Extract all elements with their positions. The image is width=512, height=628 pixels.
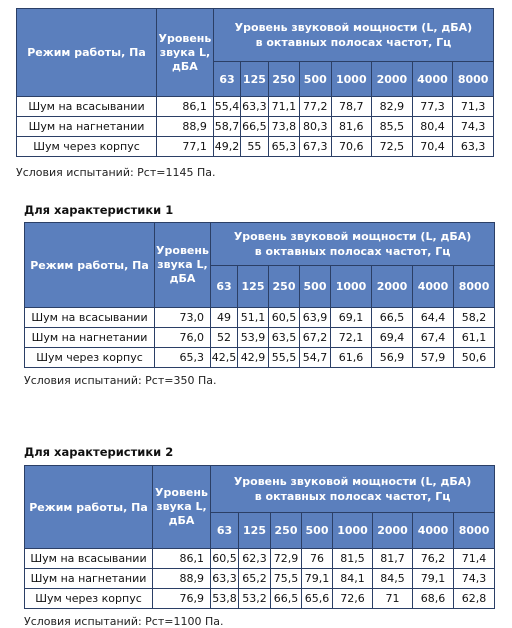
band-value: 84,5 bbox=[373, 569, 413, 589]
band-value: 79,1 bbox=[413, 569, 454, 589]
noise-table-1 bbox=[16, 8, 494, 157]
band-value: 84,1 bbox=[333, 569, 373, 589]
test-conditions-2: Условия испытаний: Рст=350 Па. bbox=[24, 374, 217, 387]
band-value: 72,6 bbox=[333, 589, 373, 609]
header-mode: Режим работы, Па bbox=[25, 466, 153, 549]
freq-1000: 1000 bbox=[331, 266, 372, 308]
band-value: 51,1 bbox=[238, 308, 269, 328]
band-value: 68,6 bbox=[413, 589, 454, 609]
band-value: 50,6 bbox=[454, 348, 495, 368]
band-value: 61,1 bbox=[454, 328, 495, 348]
band-value: 63,3 bbox=[453, 137, 494, 157]
band-value: 79,1 bbox=[302, 569, 333, 589]
band-value: 58,7 bbox=[213, 117, 240, 137]
band-value: 81,6 bbox=[331, 117, 372, 137]
freq-500: 500 bbox=[300, 266, 331, 308]
section-heading-2: Для характеристики 2 bbox=[24, 445, 174, 459]
header-level-line1: Уровень bbox=[155, 486, 208, 499]
band-value: 60,5 bbox=[269, 308, 300, 328]
row-mode: Шум на всасывании bbox=[17, 97, 157, 117]
band-value: 52 bbox=[211, 328, 238, 348]
band-value: 63,3 bbox=[241, 97, 268, 117]
band-value: 67,3 bbox=[300, 137, 331, 157]
band-value: 42,5 bbox=[211, 348, 238, 368]
freq-250: 250 bbox=[271, 513, 302, 549]
header-octave-bands bbox=[211, 466, 495, 513]
band-value: 72,5 bbox=[372, 137, 413, 157]
header-band-line1: Уровень звуковой мощности (L, дБА) bbox=[233, 475, 472, 488]
row-level: 73,0 bbox=[155, 308, 211, 328]
header-level-line2: звука L, bbox=[159, 45, 211, 59]
band-value: 65,3 bbox=[268, 137, 299, 157]
band-value: 78,7 bbox=[331, 97, 372, 117]
header-octave-bands bbox=[211, 223, 495, 266]
table-row bbox=[17, 97, 494, 117]
header-level-line3: дБА bbox=[168, 514, 195, 527]
band-value: 61,6 bbox=[331, 348, 372, 368]
band-value: 72,9 bbox=[271, 549, 302, 569]
freq-63: 63 bbox=[211, 266, 238, 308]
freq-4000: 4000 bbox=[412, 62, 453, 97]
row-level: 88,9 bbox=[153, 569, 211, 589]
band-value: 82,9 bbox=[372, 97, 413, 117]
header-band-line2: в октавных полосах частот, Гц bbox=[255, 36, 452, 49]
band-value: 64,4 bbox=[413, 308, 454, 328]
band-value: 69,1 bbox=[331, 308, 372, 328]
band-value: 80,4 bbox=[412, 117, 453, 137]
band-value: 74,3 bbox=[454, 569, 495, 589]
header-band-line2: в октавных полосах частот, Гц bbox=[254, 490, 451, 503]
band-value: 72,1 bbox=[331, 328, 372, 348]
band-value: 73,8 bbox=[268, 117, 299, 137]
freq-63: 63 bbox=[213, 62, 240, 97]
band-value: 81,7 bbox=[373, 549, 413, 569]
freq-125: 125 bbox=[241, 62, 268, 97]
band-value: 69,4 bbox=[372, 328, 413, 348]
row-level: 86,1 bbox=[157, 97, 214, 117]
freq-500: 500 bbox=[302, 513, 333, 549]
band-value: 70,6 bbox=[331, 137, 372, 157]
header-band-line2: в октавных полосах частот, Гц bbox=[254, 245, 451, 258]
band-value: 53,8 bbox=[211, 589, 239, 609]
band-value: 53,9 bbox=[238, 328, 269, 348]
table-row bbox=[25, 308, 495, 328]
header-level-line2: звука L, bbox=[157, 258, 208, 271]
band-value: 65,6 bbox=[302, 589, 333, 609]
freq-1000: 1000 bbox=[331, 62, 372, 97]
band-value: 74,3 bbox=[453, 117, 494, 137]
freq-250: 250 bbox=[268, 62, 299, 97]
header-sound-level bbox=[153, 466, 211, 549]
freq-125: 125 bbox=[238, 266, 269, 308]
header-level-line1: Уровень bbox=[156, 244, 209, 257]
table-row bbox=[25, 569, 495, 589]
band-value: 85,5 bbox=[372, 117, 413, 137]
band-value: 55 bbox=[241, 137, 268, 157]
freq-4000: 4000 bbox=[413, 513, 454, 549]
header-sound-level bbox=[157, 9, 214, 97]
table-row bbox=[25, 348, 495, 368]
freq-63: 63 bbox=[211, 513, 239, 549]
header-band-line1: Уровень звуковой мощности (L, дБА) bbox=[233, 230, 472, 243]
test-conditions-3: Условия испытаний: Рст=1100 Па. bbox=[24, 615, 224, 628]
band-value: 42,9 bbox=[238, 348, 269, 368]
band-value: 67,4 bbox=[413, 328, 454, 348]
freq-500: 500 bbox=[300, 62, 331, 97]
row-level: 76,0 bbox=[155, 328, 211, 348]
freq-2000: 2000 bbox=[373, 513, 413, 549]
row-mode: Шум на нагнетании bbox=[25, 569, 153, 589]
table-row bbox=[25, 328, 495, 348]
band-value: 66,5 bbox=[372, 308, 413, 328]
noise-table-3 bbox=[24, 465, 495, 609]
row-level: 65,3 bbox=[155, 348, 211, 368]
band-value: 63,5 bbox=[269, 328, 300, 348]
band-value: 63,3 bbox=[211, 569, 239, 589]
band-value: 62,3 bbox=[239, 549, 271, 569]
band-value: 66,5 bbox=[271, 589, 302, 609]
header-mode: Режим работы, Па bbox=[25, 223, 155, 308]
row-level: 86,1 bbox=[153, 549, 211, 569]
row-level: 77,1 bbox=[157, 137, 214, 157]
table-row bbox=[17, 117, 494, 137]
row-mode: Шум на всасывании bbox=[25, 549, 153, 569]
freq-125: 125 bbox=[239, 513, 271, 549]
band-value: 71,1 bbox=[268, 97, 299, 117]
header-level-line1: Уровень bbox=[158, 31, 212, 45]
row-mode: Шум на нагнетании bbox=[17, 117, 157, 137]
row-mode: Шум через корпус bbox=[25, 348, 155, 368]
band-value: 77,2 bbox=[300, 97, 331, 117]
band-value: 49,2 bbox=[213, 137, 240, 157]
row-level: 88,9 bbox=[157, 117, 214, 137]
band-value: 55,4 bbox=[213, 97, 240, 117]
header-level-line3: дБА bbox=[169, 272, 196, 285]
band-value: 65,2 bbox=[239, 569, 271, 589]
band-value: 57,9 bbox=[413, 348, 454, 368]
table-row bbox=[25, 589, 495, 609]
table-row bbox=[17, 137, 494, 157]
header-sound-level bbox=[155, 223, 211, 308]
row-mode: Шум на всасывании bbox=[25, 308, 155, 328]
band-value: 49 bbox=[211, 308, 238, 328]
band-value: 77,3 bbox=[412, 97, 453, 117]
band-value: 76 bbox=[302, 549, 333, 569]
freq-1000: 1000 bbox=[333, 513, 373, 549]
table-row bbox=[25, 549, 495, 569]
freq-2000: 2000 bbox=[372, 266, 413, 308]
band-value: 81,5 bbox=[333, 549, 373, 569]
band-value: 63,9 bbox=[300, 308, 331, 328]
section-heading-1: Для характеристики 1 bbox=[24, 203, 174, 217]
header-level-line3: дБА bbox=[172, 59, 198, 73]
band-value: 66,5 bbox=[241, 117, 268, 137]
row-level: 76,9 bbox=[153, 589, 211, 609]
band-value: 58,2 bbox=[454, 308, 495, 328]
band-value: 71,4 bbox=[454, 549, 495, 569]
band-value: 75,5 bbox=[271, 569, 302, 589]
row-mode: Шум через корпус bbox=[17, 137, 157, 157]
band-value: 62,8 bbox=[454, 589, 495, 609]
band-value: 71 bbox=[373, 589, 413, 609]
band-value: 67,2 bbox=[300, 328, 331, 348]
freq-8000: 8000 bbox=[454, 513, 495, 549]
band-value: 71,3 bbox=[453, 97, 494, 117]
band-value: 80,3 bbox=[300, 117, 331, 137]
header-mode: Режим работы, Па bbox=[17, 9, 157, 97]
band-value: 56,9 bbox=[372, 348, 413, 368]
band-value: 54,7 bbox=[300, 348, 331, 368]
header-level-line2: звука L, bbox=[156, 500, 207, 513]
freq-8000: 8000 bbox=[453, 62, 494, 97]
freq-8000: 8000 bbox=[454, 266, 495, 308]
freq-250: 250 bbox=[269, 266, 300, 308]
freq-2000: 2000 bbox=[372, 62, 413, 97]
band-value: 53,2 bbox=[239, 589, 271, 609]
header-octave-bands bbox=[213, 9, 493, 62]
row-mode: Шум через корпус bbox=[25, 589, 153, 609]
noise-table-2 bbox=[24, 222, 495, 368]
band-value: 76,2 bbox=[413, 549, 454, 569]
header-band-line1: Уровень звуковой мощности (L, дБА) bbox=[234, 21, 473, 34]
freq-4000: 4000 bbox=[413, 266, 454, 308]
row-mode: Шум на нагнетании bbox=[25, 328, 155, 348]
band-value: 55,5 bbox=[269, 348, 300, 368]
band-value: 70,4 bbox=[412, 137, 453, 157]
test-conditions-1: Условия испытаний: Рст=1145 Па. bbox=[16, 166, 216, 179]
band-value: 60,5 bbox=[211, 549, 239, 569]
